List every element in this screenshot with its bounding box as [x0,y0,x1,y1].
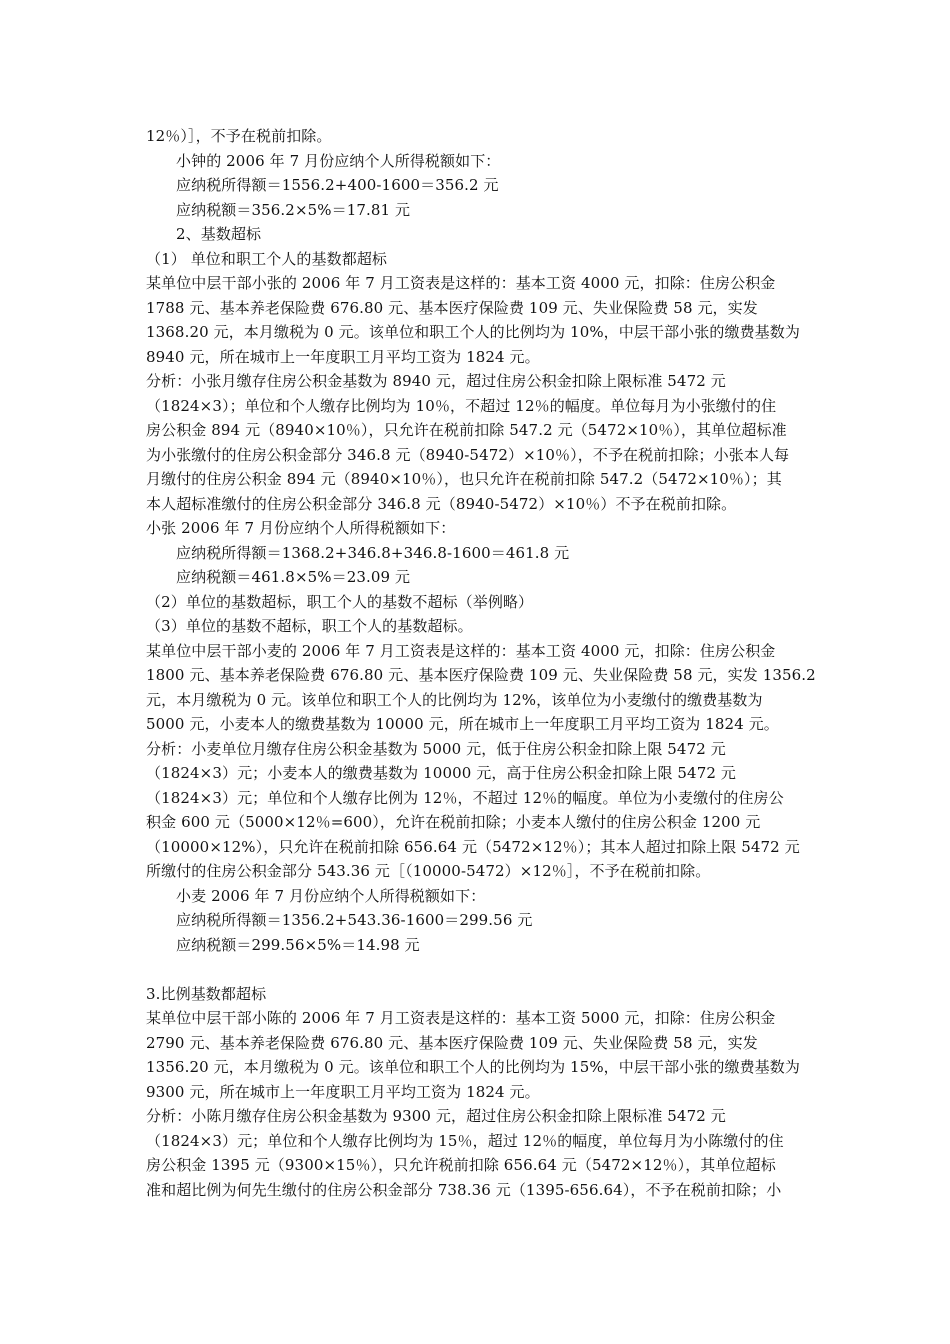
text-line: 元，本月缴税为 0 元。该单位和职工个人的比例均为 12%，该单位为小麦缴付的缴费基数为 [146,690,763,709]
text-line: 为小张缴付的住房公积金部分 346.8 元（8940-5472）×10％），不予在税前扣除；小张本人每 [146,445,790,464]
text-line: 应纳税所得额＝1356.2+543.36-1600＝299.56 元 [176,911,533,929]
text-line: 12％）］，不予在税前扣除。 [146,127,332,145]
text-line: 分析：小张月缴存住房公积金基数为 8940 元，超过住房公积金扣除上限标准 5472 元 [146,372,726,390]
text-line: 房公积金 894 元（8940×10％），只允许在税前扣除 547.2 元（5472×10％），其单位超标准 [146,421,787,439]
text-line: 本人超标准缴付的住房公积金部分 346.8 元（8940-5472）×10％）不予在税前扣除。 [146,494,737,513]
text-line: 小钟的 2006 年 7 月份应纳个人所得税额如下： [176,151,501,170]
section-heading: 3.比例基数都超标 [146,984,267,1003]
text-line: （1824×3）元；单位和个人缴存比例均为 15％，超过 12％的幅度，单位每月为小陈缴付的住 [146,1131,784,1150]
text-line: 5000 元，小麦本人的缴费基数为 10000 元，所在城市上一年度职工月平均工资为 1824 元。 [146,715,779,733]
section-heading: 2、基数超标 [176,225,262,243]
text-line: 所缴付的住房公积金部分 543.36 元［（10000-5472）×12％］，不予在税前扣除。 [146,862,711,880]
text-line: 某单位中层干部小麦的 2006 年 7 月工资表是这样的：基本工资 4000 元，扣除：住房公积金 [146,641,776,660]
text-line: 准和超比例为何先生缴付的住房公积金部分 738.36 元（1395-656.64），不予在税前扣除；小 [146,1180,782,1199]
text-line: 小麦 2006 年 7 月份应纳个人所得税额如下： [176,886,486,905]
text-line: 小张 2006 年 7 月份应纳个人所得税额如下： [146,519,456,537]
text-line: 1800 元、基本养老保险费 676.80 元、基本医疗保险费 109 元、失业保险费 58 元，实发 1356.2 [146,666,816,684]
subsection-heading: （3）单位的基数不超标，职工个人的基数超标。 [146,617,473,635]
text-line: 应纳税额＝299.56×5%＝14.98 元 [176,935,420,954]
blank-line [146,957,816,982]
text-line: （10000×12%），只允许在税前扣除 656.64 元（5472×12％）；其本人超过扣除上限 5472 元 [146,837,800,856]
text-line: 应纳税所得额＝1368.2+346.8+346.8-1600＝461.8 元 [176,543,570,562]
text-line: 应纳税额＝356.2×5%＝17.81 元 [176,200,411,219]
text-line: 房公积金 1395 元（9300×15％），只允许税前扣除 656.64 元（5472×12％），其单位超标 [146,1156,776,1174]
text-line: 应纳税额＝461.8×5%＝23.09 元 [176,568,411,586]
text-line: 1788 元、基本养老保险费 676.80 元、基本医疗保险费 109 元、失业保险费 58 元，实发 [146,298,758,317]
text-line: （1824×3）；单位和个人缴存比例均为 10％，不超过 12％的幅度。单位每月为小张缴付的住 [146,396,777,415]
text-line: 月缴付的住房公积金 894 元（8940×10％），也只允许在税前扣除 547.2（5472×10％）；其 [146,470,782,488]
text-line: 2790 元、基本养老保险费 676.80 元、基本医疗保险费 109 元、失业保险费 58 元，实发 [146,1033,758,1052]
document-body [146,124,816,1202]
text-line: 1356.20 元，本月缴税为 0 元。该单位和职工个人的比例均为 15%，中层干部小张的缴费基数为 [146,1058,800,1076]
text-line: 积金 600 元（5000×12％=600），允许在税前扣除；小麦本人缴付的住房公积金 1200 元 [146,813,761,831]
subsection-heading: （1） 单位和职工个人的基数都超标 [146,249,388,268]
text-line: 8940 元，所在城市上一年度职工月平均工资为 1824 元。 [146,347,540,366]
text-line: 分析：小陈月缴存住房公积金基数为 9300 元，超过住房公积金扣除上限标准 5472 元 [146,1107,726,1125]
text-line: 某单位中层干部小张的 2006 年 7 月工资表是这样的：基本工资 4000 元，扣除：住房公积金 [146,274,776,292]
text-line: 分析：小麦单位月缴存住房公积金基数为 5000 元，低于住房公积金扣除上限 5472 元 [146,739,726,758]
text-line: （1824×3）元；小麦本人的缴费基数为 10000 元，高于住房公积金扣除上限 5472 元 [146,764,736,782]
text-line: （1824×3）元；单位和个人缴存比例为 12％，不超过 12％的幅度。单位为小麦缴付的住房公 [146,788,784,807]
text-line: 应纳税所得额＝1556.2+400-1600＝356.2 元 [176,176,499,194]
text-line: 1368.20 元，本月缴税为 0 元。该单位和职工个人的比例均为 10%，中层干部小张的缴费基数为 [146,323,800,341]
text-line: 9300 元，所在城市上一年度职工月平均工资为 1824 元。 [146,1082,540,1101]
subsection-heading: （2）单位的基数超标，职工个人的基数不超标（举例略） [146,592,534,611]
text-line: 某单位中层干部小陈的 2006 年 7 月工资表是这样的：基本工资 5000 元，扣除：住房公积金 [146,1009,776,1027]
